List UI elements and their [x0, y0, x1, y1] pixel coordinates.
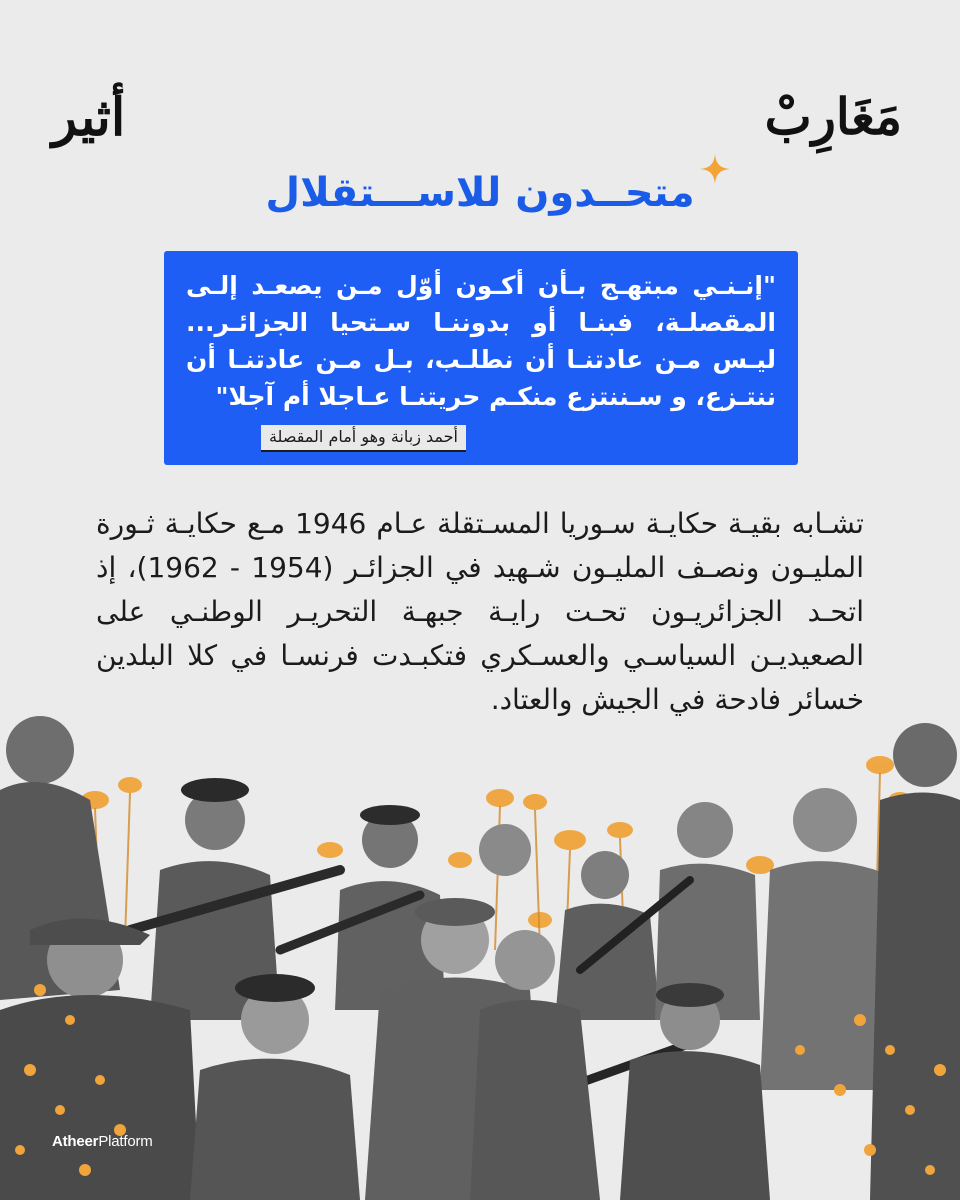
magharib-logo: مَغَارِبْ: [764, 87, 902, 146]
brand-bold: Atheer: [52, 1133, 99, 1150]
quote-text: "إنـنـي مبتهـج بـأن أكـون أوّل مـن يصعـد إلـى المقصلـة، فبنـا أو بدوننـا سـتحيا الجزائـر... ليـس مـن عادتنـا أن نطلـب، بـل مـن عادتنـا أن ننتـزع، و سـننتزع منكـم حريتنـا عـاجلا أم آجلا": [186, 271, 776, 411]
soldiers-group: [0, 716, 960, 1200]
page-title: متحــدون للاســـتقلال: [265, 170, 695, 216]
atheer-logo: أثير: [52, 87, 126, 148]
quote-box: [164, 251, 798, 465]
soldiers-photo-collage: [0, 690, 960, 1200]
brand-light: Platform: [98, 1133, 153, 1150]
quote-attribution: أحمد زبانة وهو أمام المقصلة: [261, 425, 466, 452]
atheer-platform-brand: [52, 1133, 153, 1150]
body-paragraph: تشـابه بقيـة حكايـة سـوريا المسـتقلة عـام 1946 مـع حكايـة ثـورة المليـون ونصـف المليـون شـهيد في الجزائـر (1954 - 1962)، إذ اتحـد الجزائريـون تحـت رايـة جبهـة التحريـر الوطنـي على الصعيديـن السياسـي والعسـكري فتكبـدت فرنسـا في كلا البلدين خسائر فادحة في الجيش والعتاد.: [96, 507, 864, 716]
